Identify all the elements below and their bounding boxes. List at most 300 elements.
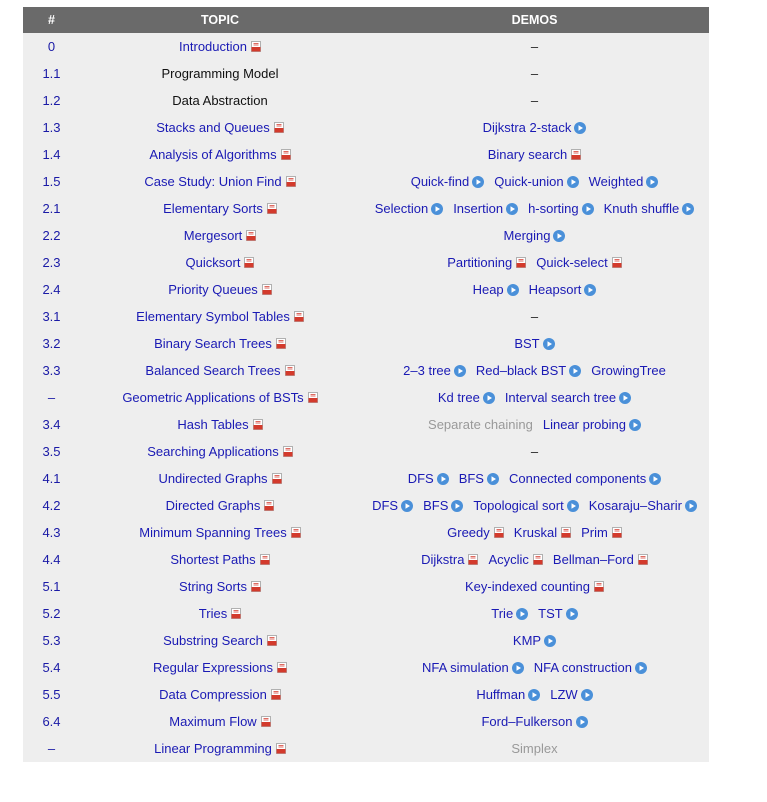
demo-link[interactable]: Weighted [588,174,644,189]
pdf-icon[interactable] [264,500,274,511]
topic-cell [80,357,360,384]
demo-item [553,552,648,567]
demo-link[interactable]: Connected components [508,471,647,486]
play-icon[interactable] [528,689,540,701]
demo-item [483,120,587,135]
topic-link[interactable]: Hash Tables [177,417,249,432]
play-icon[interactable] [506,203,518,215]
topic-cell [80,384,360,411]
pdf-icon[interactable] [276,338,286,349]
topic-link[interactable]: Case Study: Union Find [144,174,282,189]
pdf-icon[interactable] [571,149,581,160]
demo-link[interactable]: Linear probing [542,417,626,432]
play-icon[interactable] [553,230,565,242]
topic-link[interactable]: Directed Graphs [165,498,261,513]
no-demo-dash: – [530,444,539,459]
demo-link[interactable]: Greedy [447,525,490,540]
demo-item [476,687,540,702]
demo-link[interactable]: GrowingTree [591,363,666,378]
demo-item [422,660,524,675]
play-icon[interactable] [507,284,519,296]
demo-item [408,471,449,486]
demo-link[interactable]: Interval search tree [504,390,617,405]
demo-item [531,444,538,459]
demo-link[interactable]: Knuth shuffle [603,201,680,216]
demo-item [447,525,504,540]
topic-cell [80,168,360,195]
table-row [23,303,709,330]
topic-cell [80,114,360,141]
play-icon[interactable] [629,419,641,431]
pdf-icon[interactable] [261,716,271,727]
play-icon[interactable] [584,284,596,296]
topic-link[interactable]: Substring Search [163,633,263,648]
demo-link[interactable]: Partitioning [447,255,513,270]
no-demo-dash: – [530,309,539,324]
demo-link[interactable]: Acyclic [488,552,529,567]
play-icon[interactable] [635,662,647,674]
demo-link[interactable]: Heapsort [528,282,582,297]
topic-link: Data Abstraction [172,93,268,108]
pdf-icon[interactable] [594,581,604,592]
lecture-number: 6.4 [23,708,80,735]
table-row [23,60,709,87]
demo-item [529,282,597,297]
pdf-icon[interactable] [308,392,318,403]
pdf-icon[interactable] [612,527,622,538]
topic-link[interactable]: Shortest Paths [170,552,256,567]
lecture-number: – [23,384,80,411]
pdf-icon[interactable] [283,446,293,457]
topic-cell [80,735,360,762]
topic-cell [80,330,360,357]
demo-item [509,471,661,486]
demos-cell [360,303,709,330]
table-row [23,222,709,249]
demo-link[interactable]: Dijkstra [421,552,465,567]
topic-cell [80,492,360,519]
topic-link[interactable]: Stacks and Queues [156,120,270,135]
no-demo-dash: – [530,66,539,81]
pdf-icon[interactable] [494,527,504,538]
pdf-icon[interactable] [285,365,295,376]
table-row [23,168,709,195]
lecture-number: – [23,735,80,762]
topic-link[interactable]: Linear Programming [154,741,272,756]
pdf-icon[interactable] [561,527,571,538]
demo-item [589,174,659,189]
play-icon[interactable] [569,365,581,377]
lecture-number: 1.1 [23,60,80,87]
table-row [23,141,709,168]
demo-link[interactable]: NFA construction [533,660,632,675]
table-row [23,627,709,654]
demo-item [511,741,557,756]
play-icon[interactable] [437,473,449,485]
table-row [23,573,709,600]
topic-link[interactable]: Introduction [179,39,247,54]
demos-cell [360,600,709,627]
table-row [23,654,709,681]
table-header-row [23,7,709,33]
topic-cell [80,465,360,492]
lecture-number: 3.2 [23,330,80,357]
demo-link[interactable]: BFS [458,471,484,486]
topic-cell [80,546,360,573]
demos-cell [360,330,709,357]
topic-cell [80,708,360,735]
pdf-icon[interactable] [244,257,254,268]
topic-link[interactable]: Data Compression [159,687,267,702]
play-icon[interactable] [566,608,578,620]
demos-cell [360,519,709,546]
topic-link[interactable]: Maximum Flow [169,714,257,729]
table-row [23,546,709,573]
table-row [23,384,709,411]
pdf-icon[interactable] [276,743,286,754]
lecture-number: 4.1 [23,465,80,492]
play-icon[interactable] [649,473,661,485]
demo-link[interactable]: BFS [423,498,449,513]
demo-item [375,201,443,216]
topic-link[interactable]: Priority Queues [168,282,258,297]
lecture-number: 3.4 [23,411,80,438]
play-icon[interactable] [567,176,579,188]
lecture-number: 2.3 [23,249,80,276]
table-row [23,249,709,276]
demo-link[interactable]: Key-indexed counting [464,579,591,594]
table-row [23,33,709,60]
pdf-icon[interactable] [612,257,622,268]
play-icon[interactable] [685,500,697,512]
table-row [23,600,709,627]
table-body [23,33,709,762]
pdf-icon[interactable] [253,419,263,430]
pdf-icon[interactable] [274,122,284,133]
demo-item [536,255,622,270]
demo-link[interactable]: h-sorting [528,201,579,216]
table-row [23,330,709,357]
lecture-number: 1.5 [23,168,80,195]
topic-cell [80,627,360,654]
demo-link[interactable]: Trie [491,606,514,621]
table-row [23,681,709,708]
table-row [23,87,709,114]
lecture-number: 4.4 [23,546,80,573]
topic-cell [80,195,360,222]
demos-cell [360,33,709,60]
header-topic: TOPIC [80,7,360,33]
table-row [23,708,709,735]
topic-link[interactable]: String Sorts [179,579,247,594]
demo-item [604,201,695,216]
demo-item [491,606,528,621]
demo-item [531,93,538,108]
demo-item [428,417,533,432]
demo-link[interactable]: Topological sort [473,498,564,513]
demo-link[interactable]: Quick-select [536,255,608,270]
demo-item [514,336,554,351]
play-icon[interactable] [454,365,466,377]
demo-item [528,201,594,216]
lecture-number: 4.2 [23,492,80,519]
lecture-number: 5.1 [23,573,80,600]
demo-item [589,498,697,513]
demo-link[interactable]: Insertion [453,201,504,216]
demos-cell [360,573,709,600]
topic-link[interactable]: Minimum Spanning Trees [139,525,287,540]
pdf-icon[interactable] [271,689,281,700]
demo-link[interactable]: NFA simulation [422,660,509,675]
pdf-icon[interactable] [286,176,296,187]
play-icon[interactable] [512,662,524,674]
play-icon[interactable] [646,176,658,188]
demos-cell [360,141,709,168]
topic-link: Programming Model [161,66,279,81]
play-icon[interactable] [544,635,556,647]
table-row [23,411,709,438]
demo-link[interactable]: Quick-union [494,174,564,189]
topic-cell [80,681,360,708]
table-row [23,357,709,384]
demo-item [423,498,463,513]
topic-cell [80,411,360,438]
topic-link[interactable]: Searching Applications [147,444,279,459]
demo-item [459,471,499,486]
play-icon[interactable] [576,716,588,728]
demos-cell [360,627,709,654]
pdf-icon[interactable] [251,581,261,592]
demos-cell [360,735,709,762]
demos-cell [360,654,709,681]
demo-link[interactable]: Red–black BST [475,363,567,378]
demos-cell [360,249,709,276]
topic-link[interactable]: Tries [198,606,228,621]
demo-link[interactable]: LZW [550,687,578,702]
demo-item [538,606,578,621]
topic-link[interactable]: Undirected Graphs [158,471,268,486]
demos-cell [360,411,709,438]
play-icon[interactable] [574,122,586,134]
topic-link[interactable]: Analysis of Algorithms [149,147,277,162]
demo-link[interactable]: Heap [472,282,504,297]
lecture-number: 5.4 [23,654,80,681]
topic-link[interactable]: Elementary Sorts [163,201,263,216]
topic-cell [80,654,360,681]
play-icon[interactable] [581,689,593,701]
lecture-number: 1.3 [23,114,80,141]
demo-item [543,417,641,432]
pdf-icon[interactable] [638,554,648,565]
play-icon[interactable] [487,473,499,485]
no-demo-dash: – [530,39,539,54]
demo-item [504,228,566,243]
play-icon[interactable] [567,500,579,512]
demo-item [531,39,538,54]
demo-link[interactable]: Selection [374,201,429,216]
lecture-number: 3.5 [23,438,80,465]
demo-link[interactable]: Kruskal [513,525,558,540]
topic-link[interactable]: Binary Search Trees [154,336,272,351]
topic-link[interactable]: Quicksort [185,255,241,270]
demo-link[interactable]: Bellman–Ford [552,552,634,567]
demo-unavailable: Simplex [511,741,558,756]
demo-item [372,498,413,513]
demos-cell [360,168,709,195]
table-row [23,465,709,492]
demos-cell [360,708,709,735]
topic-link[interactable]: Geometric Applications of BSTs [122,390,304,405]
lecture-number: 4.3 [23,519,80,546]
demo-link[interactable]: DFS [372,498,399,513]
lecture-number: 5.2 [23,600,80,627]
lecture-number: 0 [23,33,80,60]
pdf-icon[interactable] [231,608,241,619]
pdf-icon[interactable] [468,554,478,565]
play-icon[interactable] [516,608,528,620]
demo-item [591,363,666,378]
lecture-number: 1.4 [23,141,80,168]
demo-item [438,390,495,405]
demos-cell [360,465,709,492]
header-demos: DEMOS [360,7,709,33]
table-row [23,438,709,465]
pdf-icon[interactable] [277,662,287,673]
demo-item [505,390,631,405]
topic-cell [80,60,360,87]
demo-link[interactable]: Merging [503,228,551,243]
play-icon[interactable] [619,392,631,404]
topic-link[interactable]: Elementary Symbol Tables [136,309,290,324]
pdf-icon[interactable] [294,311,304,322]
lecture-number: 5.5 [23,681,80,708]
demo-item [494,174,578,189]
demo-link[interactable]: Dijkstra 2-stack [482,120,572,135]
demo-item [488,552,542,567]
lecture-number: 2.4 [23,276,80,303]
demo-link[interactable]: TST [538,606,563,621]
play-icon[interactable] [451,500,463,512]
pdf-icon[interactable] [246,230,256,241]
play-icon[interactable] [582,203,594,215]
demos-cell [360,276,709,303]
play-icon[interactable] [682,203,694,215]
lecture-number: 3.1 [23,303,80,330]
demo-item [476,363,581,378]
pdf-icon[interactable] [267,203,277,214]
pdf-icon[interactable] [533,554,543,565]
demo-link[interactable]: Prim [581,525,608,540]
topic-link[interactable]: Regular Expressions [153,660,273,675]
demo-item [411,174,485,189]
topic-cell [80,600,360,627]
lecture-number: 2.1 [23,195,80,222]
pdf-icon[interactable] [267,635,277,646]
demo-link[interactable]: KMP [512,633,542,648]
play-icon[interactable] [472,176,484,188]
demos-cell [360,384,709,411]
lecture-table [23,7,709,762]
demo-item [531,66,538,81]
demo-item [421,552,478,567]
play-icon[interactable] [401,500,413,512]
play-icon[interactable] [431,203,443,215]
pdf-icon[interactable] [291,527,301,538]
demo-item [453,201,518,216]
header-num: # [23,7,80,33]
demo-link[interactable]: Binary search [487,147,568,162]
pdf-icon[interactable] [516,257,526,268]
demo-item [465,579,604,594]
demo-item [514,525,571,540]
demo-link[interactable]: Quick-find [410,174,470,189]
demo-item [488,147,581,162]
demo-item [473,498,578,513]
demo-item [473,282,519,297]
table-row [23,114,709,141]
lecture-number: 5.3 [23,627,80,654]
lecture-number: 1.2 [23,87,80,114]
lecture-number: 2.2 [23,222,80,249]
demo-item [581,525,622,540]
table-row [23,195,709,222]
demo-item [513,633,556,648]
demo-link[interactable]: Huffman [476,687,526,702]
topic-cell [80,33,360,60]
pdf-icon[interactable] [272,473,282,484]
pdf-icon[interactable] [262,284,272,295]
no-demo-dash: – [530,93,539,108]
demos-cell [360,438,709,465]
demo-link[interactable]: 2–3 tree [403,363,451,378]
demo-link[interactable]: Ford–Fulkerson [481,714,573,729]
demo-link[interactable]: BST [514,336,540,351]
topic-link[interactable]: Balanced Search Trees [145,363,281,378]
topic-cell [80,438,360,465]
table-row [23,519,709,546]
table-row [23,276,709,303]
table-row [23,492,709,519]
topic-cell [80,141,360,168]
play-icon[interactable] [543,338,555,350]
demo-link[interactable]: Kosaraju–Sharir [588,498,682,513]
demos-cell [360,222,709,249]
demos-cell [360,546,709,573]
demos-cell [360,681,709,708]
demos-cell [360,492,709,519]
demo-item [534,660,647,675]
pdf-icon[interactable] [260,554,270,565]
demo-link[interactable]: Kd tree [437,390,480,405]
demo-item [447,255,526,270]
demo-link[interactable]: DFS [407,471,434,486]
pdf-icon[interactable] [251,41,261,52]
demos-cell [360,195,709,222]
demo-item [481,714,587,729]
demos-cell [360,87,709,114]
demos-cell [360,60,709,87]
play-icon[interactable] [483,392,495,404]
demo-item [403,363,466,378]
pdf-icon[interactable] [281,149,291,160]
topic-cell [80,519,360,546]
topic-cell [80,276,360,303]
topic-cell [80,249,360,276]
demo-item [531,309,538,324]
topic-link[interactable]: Mergesort [183,228,243,243]
topic-cell [80,222,360,249]
demos-cell [360,357,709,384]
